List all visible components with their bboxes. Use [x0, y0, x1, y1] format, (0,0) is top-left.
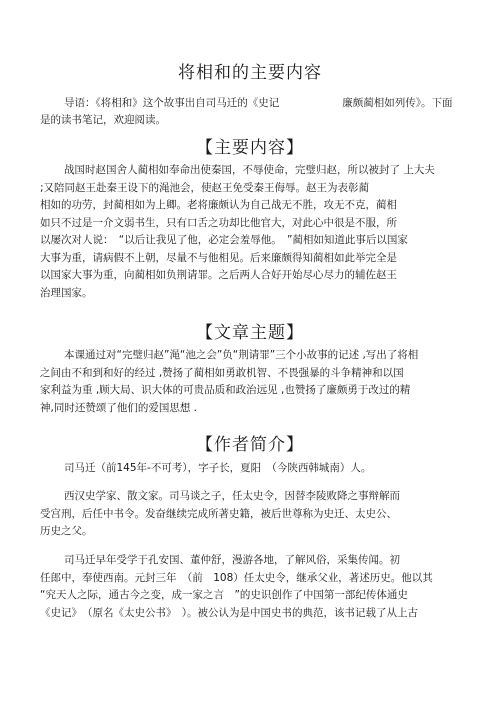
intro-line: 是的读书笔记，欢迎阅读。 — [40, 114, 166, 126]
intro-line: 导语：《将相和》这个故事出自司马迁的《史记 廉颇蔺相如列传》。下面 — [64, 97, 453, 109]
page-title: 将相和的主要内容 — [178, 63, 322, 83]
text-line: 西汉史学家、散文家。司马谈之子，任太史令，因替李陵败降之事辩解而 — [64, 490, 400, 502]
text-line: 司马迁早年受学于孔安国、董仲舒，漫游各地，了解风俗，采集传闻。初 — [64, 554, 400, 566]
text-line: ;又陪同赵王赴秦王设下的渑池会，使赵王免受秦王侮辱。赵王为表彰蔺 — [40, 181, 370, 194]
text-line: 战国时赵国舍人蔺相如奉命出使秦国，不辱使命，完璧归赵，所以被封了 上大夫 — [64, 164, 435, 176]
text-line: “究天人之际，通古今之变，成一家之言 ”的史识创作了中国第一部纪传体通史 — [40, 589, 408, 601]
text-line: 神,同时还赞颂了他们的爱国思想 . — [40, 401, 198, 414]
text-line: 相如的功劳，封蔺相如为上卿。老将廉颇认为自己战无不胜，攻无不克，蔺相 — [40, 199, 397, 211]
text-line: 本课通过对“完璧归赵”渑“池之会”负“荆请罪”三个小故事的记述 ,写出了将相 — [64, 349, 419, 361]
theme-paragraph — [40, 347, 470, 417]
section-heading-main-content: 【主要内容】 — [196, 138, 304, 158]
author-paragraph-3 — [40, 552, 470, 622]
main-content-paragraph — [40, 162, 470, 302]
text-line: 大事为重，请病假不上朝，尽量不与他相见。后来廉颇得知蔺相如此举完全是 — [40, 251, 397, 264]
text-line: 家利益为重 ,顾大局、识大体的可贵品质和政治远见 ,也赞扬了廉颇勇于改过的精 — [40, 384, 411, 396]
text-line: 历史之父。 — [40, 525, 93, 537]
text-line: 受宫刑，后任中书令。发奋继续完成所著史籍，被后世尊称为史迁、太史公、 — [40, 507, 397, 520]
text-line: 司马迁（前145年-不可考），字子长，夏阳 （今陕西韩城南）人。 — [64, 462, 372, 474]
text-line: 之间由不和到和好的经过 ,赞扬了蔺相如勇敢机智、不畏强暴的斗争精神和以国 — [40, 366, 404, 379]
text-line: 以屡次对人说： “以后让我见了他，必定会羞辱他。 ”蔺相如知道此事后以国家 — [40, 234, 408, 246]
text-line: 治理国家。 — [40, 286, 93, 299]
text-line: 以国家大事为重，向蔺相如负荆请罪。之后两人合好开始尽心尽力的辅佐赵王 — [40, 269, 397, 281]
intro-paragraph — [40, 95, 465, 129]
section-heading-author: 【作者简介】 — [196, 435, 304, 455]
author-paragraph-2 — [40, 488, 470, 541]
section-heading-theme: 【文章主题】 — [196, 323, 304, 343]
author-paragraph-1 — [40, 460, 470, 478]
text-line: 如只不过是一介文弱书生，只有口舌之功却比他官大，对此心中很是不服，所 — [40, 216, 397, 229]
text-line: 任郎中，奉使西南。元封三年 （前 108）任太史令，继承父业，著述历史。他以其 — [40, 571, 433, 584]
text-line: 《史记》 （原名《太史公书》 ）。被公认为是中国史书的典范，该书记载了从上古 — [40, 606, 418, 619]
